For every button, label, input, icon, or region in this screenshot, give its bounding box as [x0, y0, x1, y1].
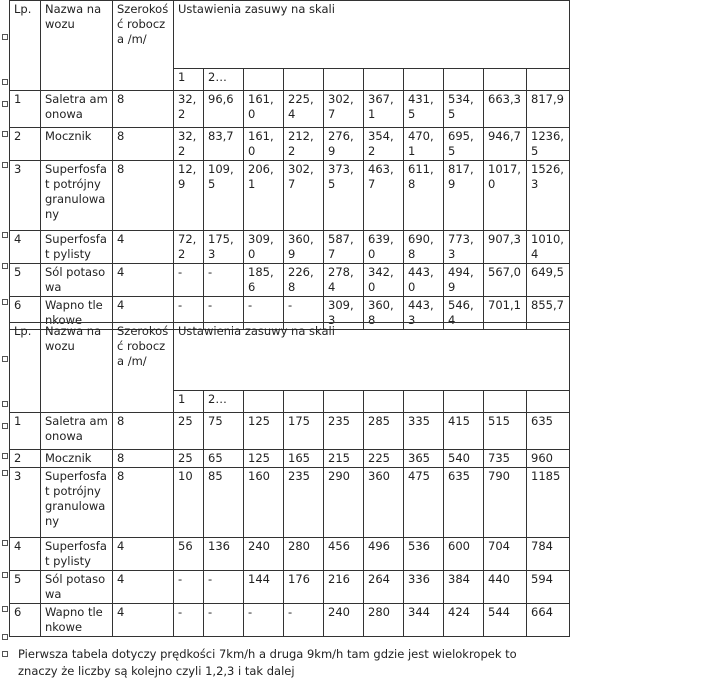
header-row [10, 323, 570, 391]
setting-value-cell: 594 [527, 571, 570, 604]
paragraph-mark [2, 572, 8, 578]
table-row [10, 571, 570, 604]
setting-value-cell: 235 [284, 468, 324, 538]
scale-cell: 2… [204, 391, 244, 413]
setting-value-cell: 280 [364, 604, 404, 637]
setting-value-cell: 443,3 [404, 297, 444, 330]
setting-value-cell: 302,7 [284, 161, 324, 231]
table-row [10, 538, 570, 571]
working-width-cell: 4 [113, 297, 174, 330]
setting-value-cell: 735 [484, 450, 527, 468]
setting-value-cell: 56 [174, 538, 204, 571]
setting-value-cell: 695,5 [444, 128, 484, 161]
setting-value-cell: 235 [324, 413, 364, 450]
setting-value-cell: 639,0 [364, 231, 404, 264]
setting-value-cell: 367,1 [364, 91, 404, 128]
setting-value-cell: 125 [244, 413, 284, 450]
lp-cell: 1 [10, 413, 41, 450]
table-body-2 [10, 323, 570, 637]
header-row [10, 1, 570, 69]
table-row [10, 468, 570, 538]
setting-value-cell: 161,0 [244, 128, 284, 161]
table-row [10, 91, 570, 128]
setting-value-cell: 817,9 [527, 91, 570, 128]
setting-value-cell: 264 [364, 571, 404, 604]
setting-value-cell: - [174, 604, 204, 637]
fertilizer-name-cell: Saletra amonowa [41, 91, 113, 128]
setting-value-cell: 206,1 [244, 161, 284, 231]
setting-value-cell: 280 [284, 538, 324, 571]
setting-value-cell: 946,7 [484, 128, 527, 161]
setting-value-cell: 335 [404, 413, 444, 450]
setting-value-cell: 365 [404, 450, 444, 468]
lp-cell: 2 [10, 450, 41, 468]
setting-value-cell: 276,9 [324, 128, 364, 161]
table-9kmh [9, 322, 570, 637]
setting-value-cell: 907,3 [484, 231, 527, 264]
setting-value-cell: 240 [244, 538, 284, 571]
setting-value-cell: 216 [324, 571, 364, 604]
setting-value-cell: - [174, 297, 204, 330]
lp-cell: 6 [10, 297, 41, 330]
table-row [10, 450, 570, 468]
working-width-cell: 8 [113, 128, 174, 161]
setting-value-cell: - [244, 297, 284, 330]
scale-cell: 1 [174, 69, 204, 91]
setting-value-cell: 470,1 [404, 128, 444, 161]
scale-cell [404, 391, 444, 413]
paragraph-mark [2, 131, 8, 137]
setting-value-cell: - [174, 264, 204, 297]
scale-cell [527, 69, 570, 91]
working-width-cell: 4 [113, 604, 174, 637]
paragraph-mark [2, 423, 8, 429]
header-width: Szerokość robocza /m/ [113, 323, 174, 413]
scale-cell: 2… [204, 69, 244, 91]
setting-value-cell: 25 [174, 450, 204, 468]
paragraph-mark [2, 356, 8, 362]
scale-cell [404, 69, 444, 91]
paragraph-mark [2, 540, 8, 546]
fertilizer-name-cell: Superfosfat potrójny granulowany [41, 161, 113, 231]
working-width-cell: 4 [113, 538, 174, 571]
scale-cell [244, 69, 284, 91]
setting-value-cell: 960 [527, 450, 570, 468]
setting-value-cell: 534,5 [444, 91, 484, 128]
working-width-cell: 4 [113, 264, 174, 297]
table-7kmh [9, 0, 570, 330]
setting-value-cell: 109,5 [204, 161, 244, 231]
setting-value-cell: 290 [324, 468, 364, 538]
setting-value-cell: 342,0 [364, 264, 404, 297]
setting-value-cell: 701,1 [484, 297, 527, 330]
setting-value-cell: - [204, 571, 244, 604]
lp-cell: 3 [10, 468, 41, 538]
working-width-cell: 4 [113, 571, 174, 604]
setting-value-cell: 165 [284, 450, 324, 468]
header-width: Szerokość robocza /m/ [113, 1, 174, 91]
setting-value-cell: 96,6 [204, 91, 244, 128]
table-row [10, 604, 570, 637]
setting-value-cell: - [284, 604, 324, 637]
setting-value-cell: 784 [527, 538, 570, 571]
setting-value-cell: 546,4 [444, 297, 484, 330]
setting-value-cell: 817,9 [444, 161, 484, 231]
scale-cell [364, 69, 404, 91]
lp-cell: 1 [10, 91, 41, 128]
setting-value-cell: 75 [204, 413, 244, 450]
working-width-cell: 4 [113, 231, 174, 264]
fertilizer-name-cell: Wapno tlenkowe [41, 297, 113, 330]
setting-value-cell: 415 [444, 413, 484, 450]
lp-cell: 4 [10, 538, 41, 571]
working-width-cell: 8 [113, 450, 174, 468]
setting-value-cell: 790 [484, 468, 527, 538]
setting-value-cell: 475 [404, 468, 444, 538]
paragraph-mark [2, 651, 8, 657]
setting-value-cell: - [284, 297, 324, 330]
scale-cell [244, 391, 284, 413]
lp-cell: 6 [10, 604, 41, 637]
setting-value-cell: 125 [244, 450, 284, 468]
fertilizer-name-cell: Sól potasowa [41, 264, 113, 297]
setting-value-cell: 83,7 [204, 128, 244, 161]
scale-cell [484, 391, 527, 413]
setting-value-cell: 10 [174, 468, 204, 538]
working-width-cell: 8 [113, 91, 174, 128]
setting-value-cell: 344 [404, 604, 444, 637]
fertilizer-name-cell: Sól potasowa [41, 571, 113, 604]
scale-cell [324, 69, 364, 91]
setting-value-cell: 1017,0 [484, 161, 527, 231]
paragraph-mark [2, 79, 8, 85]
setting-value-cell: 160 [244, 468, 284, 538]
fertilizer-name-cell: Mocznik [41, 128, 113, 161]
setting-value-cell: 587,7 [324, 231, 364, 264]
paragraph-mark [2, 232, 8, 238]
setting-value-cell: 278,4 [324, 264, 364, 297]
scale-cell [444, 391, 484, 413]
table-row [10, 128, 570, 161]
setting-value-cell: 215 [324, 450, 364, 468]
setting-value-cell: 773,3 [444, 231, 484, 264]
setting-value-cell: 226,8 [284, 264, 324, 297]
scale-cell [484, 69, 527, 91]
setting-value-cell: 855,7 [527, 297, 570, 330]
header-settings: Ustawienia zasuwy na skali [174, 323, 570, 391]
paragraph-mark [2, 299, 8, 305]
setting-value-cell: - [204, 297, 244, 330]
header-name: Nazwa nawozu [41, 1, 113, 91]
setting-value-cell: 384 [444, 571, 484, 604]
setting-value-cell: 32,2 [174, 128, 204, 161]
fertilizer-name-cell: Saletra amonowa [41, 413, 113, 450]
setting-value-cell: 373,5 [324, 161, 364, 231]
lp-cell: 4 [10, 231, 41, 264]
paragraph-marks [0, 0, 9, 688]
table-row [10, 264, 570, 297]
setting-value-cell: 649,5 [527, 264, 570, 297]
setting-value-cell: 663,3 [484, 91, 527, 128]
paragraph-mark [2, 634, 8, 640]
setting-value-cell: 161,0 [244, 91, 284, 128]
lp-cell: 2 [10, 128, 41, 161]
setting-value-cell: 494,9 [444, 264, 484, 297]
setting-value-cell: 85 [204, 468, 244, 538]
header-lp: Lp. [10, 1, 41, 91]
setting-value-cell: 285 [364, 413, 404, 450]
setting-value-cell: 185,6 [244, 264, 284, 297]
setting-value-cell: 354,2 [364, 128, 404, 161]
scale-cell [527, 391, 570, 413]
lp-cell: 5 [10, 264, 41, 297]
setting-value-cell: 704 [484, 538, 527, 571]
header-name: Nazwa nawozu [41, 323, 113, 413]
header-lp: Lp. [10, 323, 41, 413]
setting-value-cell: 240 [324, 604, 364, 637]
working-width-cell: 8 [113, 413, 174, 450]
working-width-cell: 8 [113, 161, 174, 231]
setting-value-cell: 336 [404, 571, 444, 604]
setting-value-cell: 431,5 [404, 91, 444, 128]
setting-value-cell: 360 [364, 468, 404, 538]
fertilizer-name-cell: Superfosfat potrójny granulowany [41, 468, 113, 538]
setting-value-cell: - [204, 264, 244, 297]
setting-value-cell: 25 [174, 413, 204, 450]
table-row [10, 161, 570, 231]
setting-value-cell: 664 [527, 604, 570, 637]
setting-value-cell: 176 [284, 571, 324, 604]
setting-value-cell: 72,2 [174, 231, 204, 264]
fertilizer-name-cell: Superfosfat pylisty [41, 538, 113, 571]
setting-value-cell: 443,0 [404, 264, 444, 297]
scale-cell [284, 69, 324, 91]
setting-value-cell: 1010,4 [527, 231, 570, 264]
paragraph-mark [2, 101, 8, 107]
setting-value-cell: 515 [484, 413, 527, 450]
paragraph-mark [2, 470, 8, 476]
setting-value-cell: - [204, 604, 244, 637]
setting-value-cell: 1236,5 [527, 128, 570, 161]
setting-value-cell: 225,4 [284, 91, 324, 128]
header-settings: Ustawienia zasuwy na skali [174, 1, 570, 69]
setting-value-cell: 536 [404, 538, 444, 571]
setting-value-cell: 600 [444, 538, 484, 571]
note-text: Pierwsza tabela dotyczy prędkości 7km/h a druga 9km/h tam gdzie jest wielokropek to znaczy że liczby są kolejno czyli 1,2,3 i tak dalej [18, 647, 517, 678]
setting-value-cell: 567,0 [484, 264, 527, 297]
setting-value-cell: 136 [204, 538, 244, 571]
setting-value-cell: 12,9 [174, 161, 204, 231]
setting-value-cell: 463,7 [364, 161, 404, 231]
paragraph-mark [2, 34, 8, 40]
setting-value-cell: 309,3 [324, 297, 364, 330]
scale-cell [324, 391, 364, 413]
setting-value-cell: 212,2 [284, 128, 324, 161]
setting-value-cell: - [244, 604, 284, 637]
paragraph-mark [2, 162, 8, 168]
scale-cell [284, 391, 324, 413]
table-body-1 [10, 1, 570, 330]
setting-value-cell: 540 [444, 450, 484, 468]
setting-value-cell: 309,0 [244, 231, 284, 264]
setting-value-cell: 360,8 [364, 297, 404, 330]
scale-cell: 1 [174, 391, 204, 413]
scale-cell [444, 69, 484, 91]
setting-value-cell: 496 [364, 538, 404, 571]
fertilizer-name-cell: Superfosfat pylisty [41, 231, 113, 264]
setting-value-cell: 225 [364, 450, 404, 468]
setting-value-cell: 544 [484, 604, 527, 637]
setting-value-cell: 1185 [527, 468, 570, 538]
fertilizer-name-cell: Mocznik [41, 450, 113, 468]
setting-value-cell: 635 [527, 413, 570, 450]
setting-value-cell: 175,3 [204, 231, 244, 264]
paragraph-mark [2, 401, 8, 407]
setting-value-cell: 175 [284, 413, 324, 450]
setting-value-cell: 611,8 [404, 161, 444, 231]
setting-value-cell: 424 [444, 604, 484, 637]
setting-value-cell: 360,9 [284, 231, 324, 264]
lp-cell: 5 [10, 571, 41, 604]
setting-value-cell: - [174, 571, 204, 604]
setting-value-cell: 690,8 [404, 231, 444, 264]
paragraph-mark [2, 453, 8, 459]
setting-value-cell: 302,7 [324, 91, 364, 128]
setting-value-cell: 32,2 [174, 91, 204, 128]
setting-value-cell: 456 [324, 538, 364, 571]
paragraph-mark [2, 263, 8, 269]
setting-value-cell: 1526,3 [527, 161, 570, 231]
lp-cell: 3 [10, 161, 41, 231]
setting-value-cell: 65 [204, 450, 244, 468]
scale-cell [364, 391, 404, 413]
table-row [10, 413, 570, 450]
table-row [10, 231, 570, 264]
working-width-cell: 8 [113, 468, 174, 538]
setting-value-cell: 440 [484, 571, 527, 604]
setting-value-cell: 144 [244, 571, 284, 604]
fertilizer-name-cell: Wapno tlenkowe [41, 604, 113, 637]
paragraph-mark [2, 606, 8, 612]
setting-value-cell: 635 [444, 468, 484, 538]
